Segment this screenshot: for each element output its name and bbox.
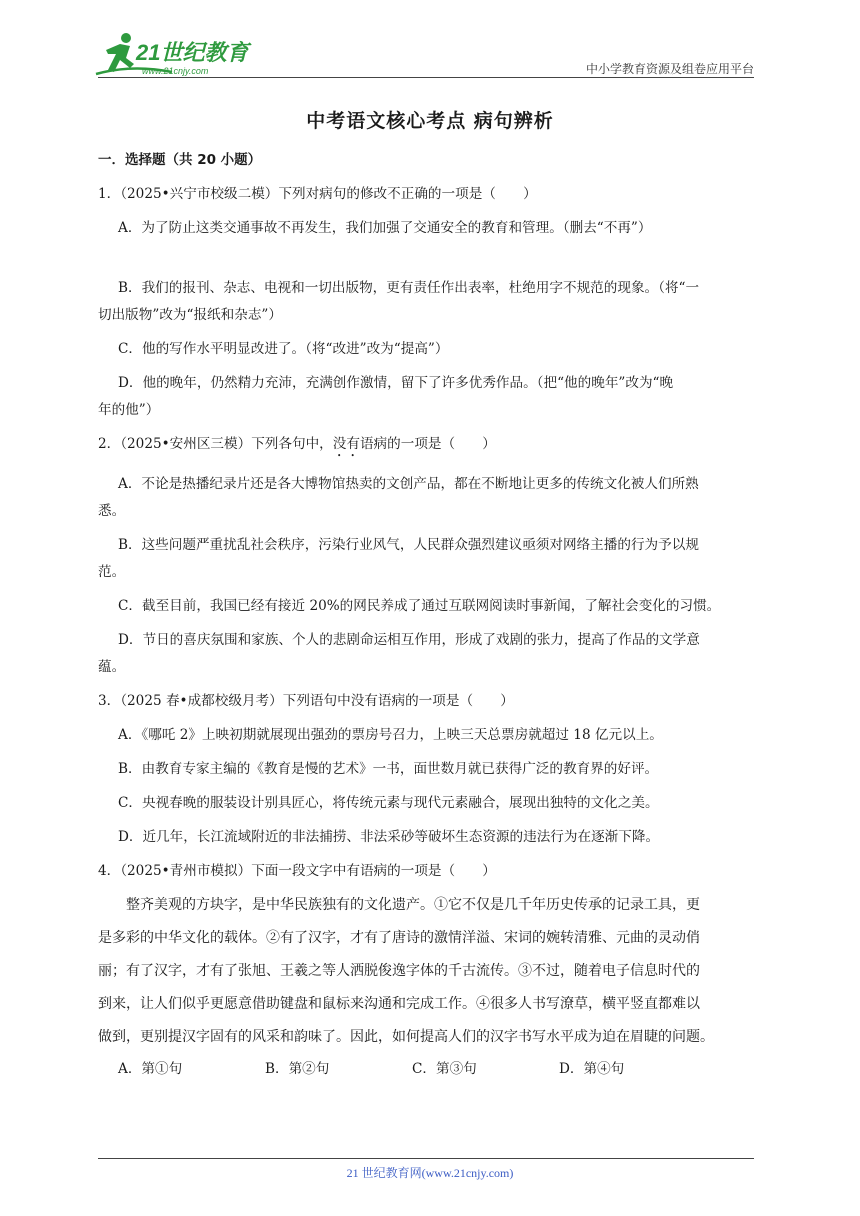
logo-21cnjy <box>92 30 267 78</box>
option-b: B．由教育专家主编的《教育是慢的艺术》一书，面世数月就已获得广泛的教育界的好评。 <box>118 761 659 777</box>
option-b: B．第②句 <box>265 1061 330 1077</box>
section-heading: 一．选择题（共 20 小题） <box>98 152 262 168</box>
question-4 <box>98 861 760 1080</box>
svg-text:www.21cnjy.com: www.21cnjy.com <box>142 66 209 76</box>
platform-name: 中小学教育资源及组卷应用平台 <box>585 62 754 76</box>
option-a-cont: 悉。 <box>98 503 126 519</box>
question-stem: 3．（2025 春•成都校级月考）下列语句中没有语病的一项是（ ） <box>98 693 514 709</box>
footer-link[interactable]: 21 世纪教育网(www.21cnjy.com) <box>346 1166 514 1180</box>
option-c: C．截至目前，我国已经有接近 20%的网民养成了通过互联网阅读时事新闻，了解社会变化的习惯。 <box>118 598 721 614</box>
option-b-cont: 范。 <box>98 564 126 580</box>
option-b: B．这些问题严重扰乱社会秩序，污染行业风气，人民群众强烈建议亟须对网络主播的行为予以规 <box>118 537 699 553</box>
option-d-cont: 年的他”） <box>98 402 160 418</box>
option-d: D．第④句 <box>559 1061 625 1077</box>
option-d: D．他的晚年，仍然精力充沛，充满创作激情，留下了许多优秀作品。（把“他的晚年”改为“晚 <box>118 375 674 391</box>
question-stem: 2．（2025•安州区三模）下列各句中，没有语病的一项是（ ） <box>98 436 496 452</box>
question-stem: 4．（2025•青州市模拟）下面一段文字中有语病的一项是（ ） <box>98 863 496 879</box>
option-b-cont: 切出版物”改为“报纸和杂志”） <box>98 307 282 323</box>
page-header <box>0 0 860 80</box>
option-a: A．《哪吒 2》上映初期就展现出强劲的票房号召力，上映三天总票房就超过 18 亿元以上。 <box>118 727 663 743</box>
option-c: C．第③句 <box>412 1061 477 1077</box>
option-d: D．近几年，长江流域附近的非法捕捞、非法采砂等破坏生态资源的违法行为在逐渐下降。 <box>118 829 660 845</box>
option-a: A．第①句 <box>118 1061 183 1077</box>
option-d-cont: 蕴。 <box>98 659 126 675</box>
emphasis-text: 没有 <box>332 436 360 452</box>
option-c: C．他的写作水平明显改进了。（将“改进”改为“提高”） <box>118 341 449 357</box>
page-title: 中考语文核心考点 病句辨析 <box>306 110 554 132</box>
passage <box>98 889 760 1054</box>
question-3 <box>98 691 760 847</box>
option-d: D．节日的喜庆氛围和家族、个人的悲剧命运相互作用，形成了戏剧的张力，提高了作品的文学意 <box>118 632 700 648</box>
passage-line: 到来，让人们似乎更愿意借助键盘和鼠标来沟通和完成工作。④很多人书写潦草，横平竖直都难以 <box>98 996 700 1012</box>
passage-line: 做到，更别提汉字固有的风采和韵味了。因此，如何提高人们的汉字书写水平成为迫在眉睫的问题。 <box>98 1029 714 1045</box>
option-b: B．我们的报刊、杂志、电视和一切出版物，更有责任作出表率，杜绝用字不规范的现象。（将“一 <box>118 280 700 296</box>
header-divider <box>98 77 754 78</box>
option-a: A．不论是热播纪录片还是各大博物馆热卖的文创产品，都在不断地让更多的传统文化被人们所熟 <box>118 476 699 492</box>
document-body <box>98 150 760 1080</box>
question-stem: 1．（2025•兴宁市校级二模）下列对病句的修改不正确的一项是（ ） <box>98 186 537 202</box>
footer-divider <box>98 1158 754 1159</box>
svg-text:21世纪教育: 21世纪教育 <box>136 40 249 65</box>
question-1 <box>98 184 760 420</box>
option-c: C．央视春晚的服装设计别具匠心，将传统元素与现代元素融合，展现出独特的文化之美。 <box>118 795 659 811</box>
passage-line: 是多彩的中华文化的载体。②有了汉字，才有了唐诗的激情洋溢、宋词的婉转清雅、元曲的灵动俏 <box>98 930 700 946</box>
option-a: A．为了防止这类交通事故不再发生，我们加强了交通安全的教育和管理。（删去“不再”） <box>118 220 652 236</box>
options-row <box>98 1058 760 1080</box>
question-2 <box>98 434 760 677</box>
passage-line: 丽；有了汉字，才有了张旭、王羲之等人洒脱俊逸字体的千古流传。③不过，随着电子信息时代的 <box>98 963 700 979</box>
passage-line: 整齐美观的方块字，是中华民族独有的文化遗产。①它不仅是几千年历史传承的记录工具，更 <box>126 897 700 913</box>
